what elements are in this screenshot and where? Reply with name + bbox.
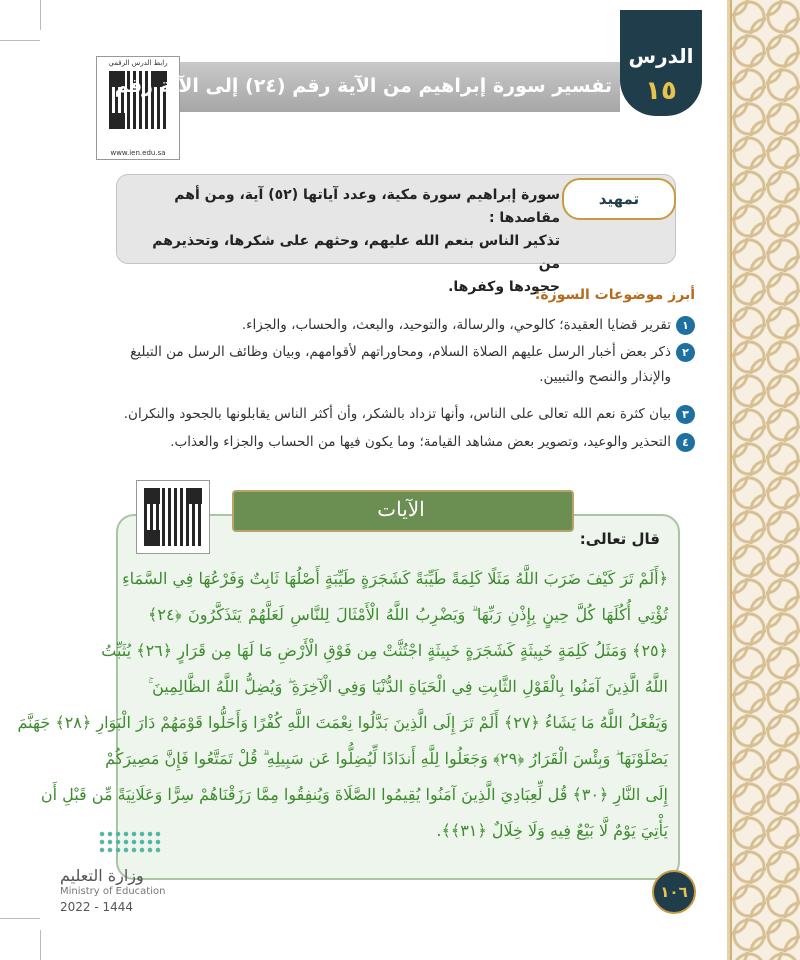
topic-number-badge: ٢ xyxy=(676,343,695,362)
verse-line: يَأْتِيَ يَوْمٌ لَّا بَيْعٌ فِيهِ وَلَا خِلَالٌ ﴿٣١﴾﴾. xyxy=(436,821,668,840)
topics-heading: أبرز موضوعات السورة: xyxy=(534,287,695,303)
topic-text: تقرير قضايا العقيدة؛ كالوحي، والرسالة، والتوحيد، والبعث، والحساب، والجزاء. xyxy=(241,317,671,333)
intro-tag: تمهيد xyxy=(562,178,676,220)
qr-code-icon xyxy=(144,488,202,546)
crop-mark xyxy=(0,918,40,919)
crop-mark xyxy=(40,0,41,30)
topic-item xyxy=(95,313,695,338)
topic-item xyxy=(95,340,695,390)
verse-line: إِلَى النَّارِ ﴿٣٠﴾ قُل لِّعِبَادِيَ الَّذِينَ آمَنُوا يُقِيمُوا الصَّلَاةَ وَيُنفِقُوا مِمَّا رَزَقْنَاهُمْ سِرًّا وَعَلَانِيَةً مِّن قَبْلِ أَن xyxy=(40,785,668,804)
edition-year: 2022 - 1444 xyxy=(60,900,134,914)
verses-intro: قال تعالى: xyxy=(579,530,660,548)
topic-number-badge: ٣ xyxy=(676,405,695,424)
lesson-number: ١٥ xyxy=(645,76,677,106)
verses-qr-code[interactable] xyxy=(136,480,210,554)
lesson-label: الدرس xyxy=(628,44,694,68)
intro-line: سورة إبراهيم سورة مكية، وعدد آياتها (٥٢) آية، ومن أهم مقاصدها : xyxy=(174,187,560,226)
border-divider xyxy=(727,0,730,960)
decorative-border xyxy=(730,0,800,960)
verse-line: تُؤْتِي أُكُلَهَا كُلَّ حِينٍ بِإِذْنِ رَبِّهَا ۗ وَيَضْرِبُ اللَّهُ الْأَمْثَالَ لِلنَّاسِ لَعَلَّهُمْ يَتَذَكَّرُونَ ﴿٢٤﴾ xyxy=(148,605,668,624)
qr-label: رابط الدرس الرقمي xyxy=(108,59,168,67)
qr-url[interactable]: www.ien.edu.sa xyxy=(110,149,166,157)
page-title: تفسير سورة إبراهيم من الآية رقم (٢٤) إلى الآية رقم (٣١) xyxy=(67,75,612,97)
ministry-name-en: Ministry of Education xyxy=(60,886,166,897)
ministry-name-ar: وزارة التعليم xyxy=(60,866,144,885)
verse-line: ﴿٢٥﴾ وَمَثَلُ كَلِمَةٍ خَبِيثَةٍ كَشَجَرَةٍ خَبِيثَةٍ اجْتُثَّتْ مِن فَوْقِ الْأَرْضِ مَا لَهَا مِن قَرَارٍ ﴿٢٦﴾ يُثَبِّتُ xyxy=(101,641,668,660)
crop-mark xyxy=(0,40,40,41)
verse-line: ﴿أَلَمْ تَرَ كَيْفَ ضَرَبَ اللَّهُ مَثَلًا كَلِمَةً طَيِّبَةً كَشَجَرَةٍ طَيِّبَةٍ أَصْلُهَا ثَابِتٌ وَفَرْعُهَا فِي السَّمَاءِ xyxy=(122,569,668,588)
crop-mark xyxy=(40,930,41,960)
verse-line: وَيَفْعَلُ اللَّهُ مَا يَشَاءُ ﴿٢٧﴾ أَلَمْ تَرَ إِلَى الَّذِينَ بَدَّلُوا نِعْمَتَ اللَّهِ كُفْرًا وَأَحَلُّوا قَوْمَهُمْ دَارَ الْبَوَارِ ﴿٢٨﴾ جَهَنَّمَ xyxy=(17,713,668,732)
topic-item xyxy=(95,402,695,427)
topic-text: ذكر بعض أخبار الرسل عليهم الصلاة السلام، ومحاوراتهم لأقوامهم، وبيان وظائف الرسل من التبليغ والإنذار والنصح والتبيين. xyxy=(130,344,671,385)
verse-line: يَصْلَوْنَهَا ۖ وَبِئْسَ الْقَرَارُ ﴿٢٩﴾ وَجَعَلُوا لِلَّهِ أَندَادًا لِّيُضِلُّوا عَن سَبِيلِهِ ۗ قُلْ تَمَتَّعُوا فَإِنَّ مَصِيرَكُمْ xyxy=(105,749,668,768)
topic-text: بيان كثرة نعم الله تعالى على الناس، وأنها تزداد بالشكر، وأن أكثر الناس يقابلونها بالجحود والنكران. xyxy=(123,406,671,422)
topic-number-badge: ٤ xyxy=(676,433,695,452)
topic-text: التحذير والوعيد، وتصوير بعض مشاهد القيامة؛ وما يكون فيها من الحساب والجزاء والعذاب. xyxy=(170,434,671,450)
intro-line: تذكير الناس بنعم الله عليهم، وحثهم على شكرها، وتحذيرهم من xyxy=(152,233,560,272)
intro-line: جحودها وكفرها. xyxy=(448,279,560,295)
intro-text xyxy=(130,184,560,299)
page-number: ١٠٦ xyxy=(652,870,696,914)
verse-line: اللَّهُ الَّذِينَ آمَنُوا بِالْقَوْلِ الثَّابِتِ فِي الْحَيَاةِ الدُّنْيَا وَفِي الْآخِرَةِ ۖ وَيُضِلُّ اللَّهُ الظَّالِمِينَ ۚ xyxy=(148,677,668,696)
ministry-logo-icon xyxy=(98,830,162,854)
verses-banner-title: الآيات xyxy=(377,497,425,521)
topic-item xyxy=(95,430,695,455)
topic-number-badge: ١ xyxy=(676,316,695,335)
